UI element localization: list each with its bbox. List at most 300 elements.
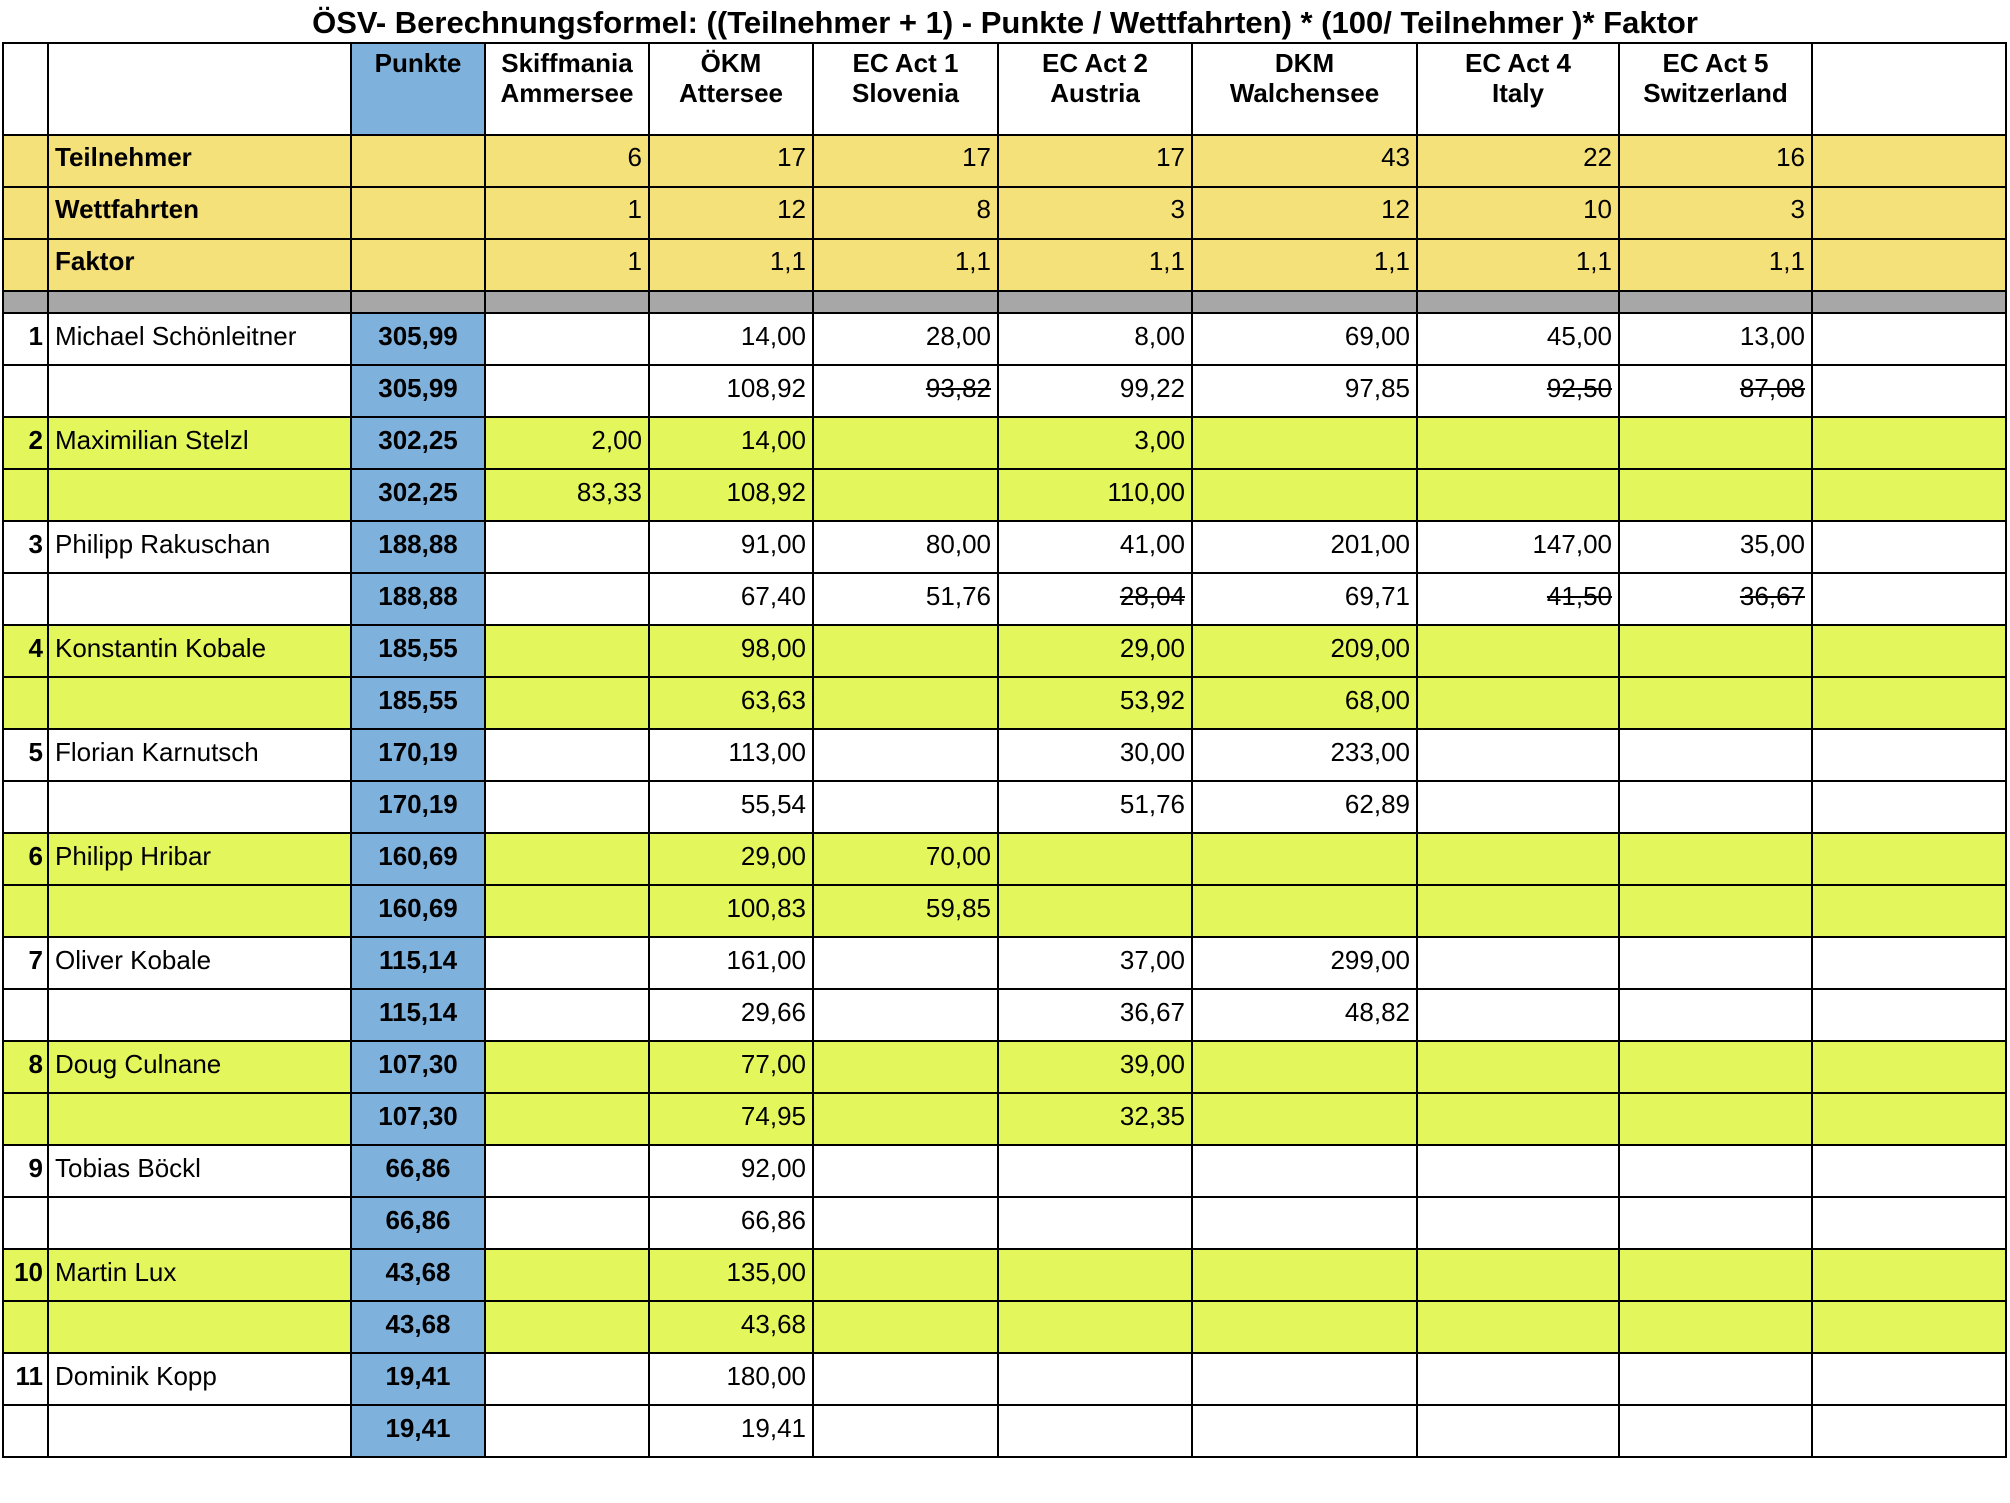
total-points: 188,88 [351,521,485,573]
calculated-score-cell [813,1197,998,1249]
raw-points-cell [1619,729,1812,781]
calculated-score-cell [1619,469,1812,521]
parameter-points-cell [351,135,485,187]
separator-cell [3,291,48,313]
header-event-cell [1417,43,1619,135]
rank-spacer-cell [3,989,48,1041]
empty-cell [1812,1405,2006,1457]
raw-points-cell [1619,1249,1812,1301]
calculated-score-cell [1619,1301,1812,1353]
raw-points-cell [1192,417,1417,469]
raw-points-cell [813,417,998,469]
rank-cell: 11 [3,1353,48,1405]
raw-points-cell: 8,00 [998,313,1192,365]
raw-points-cell [998,1353,1192,1405]
table-row [3,1353,2006,1405]
calculated-score-cell: 36,67 [1619,573,1812,625]
table-row [3,729,2006,781]
calculated-score-cell [1192,1405,1417,1457]
calculated-score-cell [1417,781,1619,833]
empty-cell [1812,729,2006,781]
calculated-score-cell [813,1093,998,1145]
calculated-score-cell [485,677,649,729]
calculated-score-cell [813,1301,998,1353]
calculated-score-cell: 67,40 [649,573,813,625]
table-row [3,521,2006,573]
total-points: 43,68 [351,1301,485,1353]
calculated-score-cell: 97,85 [1192,365,1417,417]
calculated-score-cell: 108,92 [649,365,813,417]
total-points: 185,55 [351,625,485,677]
total-points: 19,41 [351,1405,485,1457]
parameter-value: 3 [998,187,1192,239]
calculated-score-cell: 92,50 [1417,365,1619,417]
separator-cell [351,291,485,313]
calculated-score-cell [998,1301,1192,1353]
raw-points-cell: 161,00 [649,937,813,989]
raw-points-cell [1417,1249,1619,1301]
calculated-score-cell: 19,41 [649,1405,813,1457]
parameter-value: 1,1 [1619,239,1812,291]
event-name: EC Act 5 [1662,48,1769,78]
rank-cell: 3 [3,521,48,573]
parameter-value: 12 [649,187,813,239]
raw-points-cell: 13,00 [1619,313,1812,365]
table-row [3,781,2006,833]
rank-spacer-cell [3,1093,48,1145]
empty-cell [1812,937,2006,989]
raw-points-cell: 41,00 [998,521,1192,573]
calculated-score-cell [1619,989,1812,1041]
rider-name: Konstantin Kobale [48,625,351,677]
raw-points-cell [1417,625,1619,677]
table-row [3,1301,2006,1353]
calculated-score-cell: 110,00 [998,469,1192,521]
parameter-empty-cell [1812,239,2006,291]
raw-points-cell: 201,00 [1192,521,1417,573]
raw-points-cell: 91,00 [649,521,813,573]
raw-points-cell [485,1249,649,1301]
rank-spacer-cell [3,365,48,417]
parameter-empty-cell [1812,187,2006,239]
parameter-value: 1,1 [649,239,813,291]
header-event-cell [813,43,998,135]
parameter-value: 6 [485,135,649,187]
separator-cell [48,291,351,313]
header-row [3,43,2006,135]
calculated-score-cell: 68,00 [1192,677,1417,729]
calculated-score-cell: 100,83 [649,885,813,937]
parameter-row [3,187,2006,239]
parameter-value: 1,1 [1192,239,1417,291]
calculated-score-cell: 43,68 [649,1301,813,1353]
calculated-score-cell: 29,66 [649,989,813,1041]
raw-points-cell [485,1041,649,1093]
raw-points-cell [813,1145,998,1197]
calculated-score-cell [1417,677,1619,729]
raw-points-cell: 92,00 [649,1145,813,1197]
parameter-value: 17 [813,135,998,187]
event-name: Skiffmania [501,48,633,78]
rank-spacer-cell [3,573,48,625]
raw-points-cell [485,521,649,573]
raw-points-cell [1619,417,1812,469]
calculated-score-cell: 93,82 [813,365,998,417]
raw-points-cell [1417,729,1619,781]
header-event-cell [998,43,1192,135]
empty-cell [1812,1249,2006,1301]
calculated-score-cell [1417,1197,1619,1249]
parameter-label: Faktor [48,239,351,291]
total-points: 302,25 [351,469,485,521]
separator-cell [649,291,813,313]
calculated-score-cell [813,989,998,1041]
raw-points-cell [813,937,998,989]
parameter-value: 17 [649,135,813,187]
empty-cell [1812,781,2006,833]
table-row [3,833,2006,885]
calculated-score-cell [485,573,649,625]
empty-cell [1812,625,2006,677]
raw-points-cell [485,937,649,989]
raw-points-cell [998,833,1192,885]
raw-points-cell [1619,1353,1812,1405]
total-points: 185,55 [351,677,485,729]
rank-cell: 4 [3,625,48,677]
calculated-score-cell [813,677,998,729]
total-points: 115,14 [351,989,485,1041]
calculated-score-cell: 62,89 [1192,781,1417,833]
rank-cell: 2 [3,417,48,469]
separator-cell [1417,291,1619,313]
name-spacer-cell [48,989,351,1041]
raw-points-cell [813,1041,998,1093]
name-spacer-cell [48,1197,351,1249]
separator-row [3,291,2006,313]
header-empty-cell [1812,43,2006,135]
empty-cell [1812,1041,2006,1093]
raw-points-cell [1619,937,1812,989]
empty-cell [1812,469,2006,521]
calculated-score-cell: 48,82 [1192,989,1417,1041]
event-location: Austria [1050,78,1140,108]
raw-points-cell: 98,00 [649,625,813,677]
parameter-value: 1,1 [1417,239,1619,291]
parameter-value: 16 [1619,135,1812,187]
raw-points-cell [1619,1041,1812,1093]
calculated-score-cell [1192,1093,1417,1145]
event-name: DKM [1274,48,1335,78]
parameter-points-cell [351,239,485,291]
header-points-cell: Punkte [351,43,485,135]
rider-name: Philipp Hribar [48,833,351,885]
table-row [3,937,2006,989]
rank-cell: 10 [3,1249,48,1301]
empty-cell [1812,573,2006,625]
event-location: Slovenia [852,78,959,108]
calculated-score-cell [1192,1197,1417,1249]
calculated-score-cell: 66,86 [649,1197,813,1249]
calculated-score-cell: 108,92 [649,469,813,521]
parameter-label: Teilnehmer [48,135,351,187]
calculated-score-cell: 51,76 [813,573,998,625]
event-location: Attersee [678,78,784,108]
calculated-score-cell: 28,04 [998,573,1192,625]
raw-points-cell [813,729,998,781]
rank-spacer-cell [3,677,48,729]
table-row [3,1405,2006,1457]
rank-spacer-cell [3,885,48,937]
total-points: 107,30 [351,1041,485,1093]
parameter-empty-cell [1812,135,2006,187]
calculated-score-cell [1619,677,1812,729]
parameter-spacer-cell [3,135,48,187]
calculated-score-cell [485,1093,649,1145]
parameter-value: 43 [1192,135,1417,187]
separator-cell [813,291,998,313]
raw-points-cell [1619,625,1812,677]
parameter-value: 12 [1192,187,1417,239]
raw-points-cell [1192,1041,1417,1093]
raw-points-cell [1417,937,1619,989]
parameter-label: Wettfahrten [48,187,351,239]
parameter-value: 3 [1619,187,1812,239]
calculated-score-cell [813,1405,998,1457]
table-row [3,1197,2006,1249]
rider-name: Oliver Kobale [48,937,351,989]
raw-points-cell [485,625,649,677]
parameter-value: 1,1 [813,239,998,291]
raw-points-cell [1619,1145,1812,1197]
event-location: Ammersee [500,78,634,108]
raw-points-cell: 147,00 [1417,521,1619,573]
parameter-value: 17 [998,135,1192,187]
total-points: 43,68 [351,1249,485,1301]
raw-points-cell: 29,00 [998,625,1192,677]
rider-name: Michael Schönleitner [48,313,351,365]
total-points: 115,14 [351,937,485,989]
header-corner-cell [3,43,48,135]
raw-points-cell: 35,00 [1619,521,1812,573]
calculated-score-cell [998,1197,1192,1249]
raw-points-cell: 135,00 [649,1249,813,1301]
rider-name: Philipp Rakuschan [48,521,351,573]
header-name-cell [48,43,351,135]
calculated-score-cell: 87,08 [1619,365,1812,417]
raw-points-cell: 14,00 [649,417,813,469]
raw-points-cell [485,313,649,365]
header-event-cell [1619,43,1812,135]
raw-points-cell [998,1145,1192,1197]
separator-cell [998,291,1192,313]
table-row [3,1093,2006,1145]
parameter-value: 1 [485,187,649,239]
parameter-spacer-cell [3,239,48,291]
total-points: 66,86 [351,1197,485,1249]
event-name: EC Act 4 [1465,48,1571,78]
name-spacer-cell [48,365,351,417]
calculated-score-cell [1417,885,1619,937]
rank-cell: 6 [3,833,48,885]
rider-name: Martin Lux [48,1249,351,1301]
calculated-score-cell [1417,1093,1619,1145]
calculated-score-cell [998,1405,1192,1457]
empty-cell [1812,1197,2006,1249]
calculated-score-cell: 83,33 [485,469,649,521]
raw-points-cell [998,1249,1192,1301]
event-name: ÖKM [700,48,762,78]
calculated-score-cell [1417,1301,1619,1353]
calculated-score-cell: 51,76 [998,781,1192,833]
table-row [3,1145,2006,1197]
table-row [3,677,2006,729]
raw-points-cell [813,625,998,677]
event-location: Italy [1491,78,1545,108]
table-row [3,885,2006,937]
calculated-score-cell [1417,469,1619,521]
calculated-score-cell [1192,1301,1417,1353]
rank-spacer-cell [3,1301,48,1353]
raw-points-cell [1417,1353,1619,1405]
raw-points-cell: 45,00 [1417,313,1619,365]
rider-name: Florian Karnutsch [48,729,351,781]
raw-points-cell [813,1353,998,1405]
calculated-score-cell [813,469,998,521]
calculated-score-cell [485,1197,649,1249]
parameter-value: 1,1 [998,239,1192,291]
raw-points-cell [1619,833,1812,885]
raw-points-cell: 80,00 [813,521,998,573]
parameter-value: 10 [1417,187,1619,239]
table-row [3,417,2006,469]
parameter-value: 8 [813,187,998,239]
raw-points-cell [1417,417,1619,469]
raw-points-cell [1192,833,1417,885]
rider-name: Maximilian Stelzl [48,417,351,469]
total-points: 305,99 [351,365,485,417]
total-points: 107,30 [351,1093,485,1145]
rank-spacer-cell [3,469,48,521]
separator-cell [1192,291,1417,313]
calculated-score-cell [485,989,649,1041]
raw-points-cell: 39,00 [998,1041,1192,1093]
name-spacer-cell [48,677,351,729]
table-row [3,573,2006,625]
raw-points-cell [485,1145,649,1197]
parameter-spacer-cell [3,187,48,239]
empty-cell [1812,1093,2006,1145]
calculated-score-cell [998,885,1192,937]
calculated-score-cell [485,1301,649,1353]
calculated-score-cell [485,885,649,937]
calculated-score-cell [485,365,649,417]
empty-cell [1812,1145,2006,1197]
name-spacer-cell [48,885,351,937]
name-spacer-cell [48,573,351,625]
raw-points-cell [485,1353,649,1405]
calculated-score-cell [1619,1093,1812,1145]
total-points: 188,88 [351,573,485,625]
raw-points-cell [1192,1353,1417,1405]
rank-cell: 5 [3,729,48,781]
raw-points-cell [485,729,649,781]
rank-cell: 1 [3,313,48,365]
event-location: Walchensee [1229,78,1380,108]
raw-points-cell [1192,1249,1417,1301]
empty-cell [1812,417,2006,469]
table-row [3,625,2006,677]
header-event-cell [1192,43,1417,135]
calculated-score-cell [1192,469,1417,521]
empty-cell [1812,1301,2006,1353]
empty-cell [1812,521,2006,573]
raw-points-cell: 69,00 [1192,313,1417,365]
raw-points-cell [1192,1145,1417,1197]
header-event-cell [485,43,649,135]
raw-points-cell [485,833,649,885]
raw-points-cell: 299,00 [1192,937,1417,989]
separator-cell [485,291,649,313]
raw-points-cell: 180,00 [649,1353,813,1405]
separator-cell [1619,291,1812,313]
calculated-score-cell [1417,1405,1619,1457]
header-event-cell [649,43,813,135]
calculated-score-cell [1417,989,1619,1041]
calculated-score-cell [1619,1405,1812,1457]
calculated-score-cell [1619,885,1812,937]
raw-points-cell: 28,00 [813,313,998,365]
raw-points-cell: 233,00 [1192,729,1417,781]
raw-points-cell [1417,833,1619,885]
table-row [3,365,2006,417]
table-row [3,1041,2006,1093]
empty-cell [1812,885,2006,937]
calculated-score-cell [485,1405,649,1457]
calculated-score-cell: 36,67 [998,989,1192,1041]
rider-name: Dominik Kopp [48,1353,351,1405]
rank-spacer-cell [3,1405,48,1457]
rank-cell: 7 [3,937,48,989]
name-spacer-cell [48,1093,351,1145]
raw-points-cell: 77,00 [649,1041,813,1093]
table-row [3,1249,2006,1301]
calculated-score-cell [1192,885,1417,937]
raw-points-cell: 30,00 [998,729,1192,781]
raw-points-cell [813,1249,998,1301]
event-location: Switzerland [1643,78,1788,108]
raw-points-cell: 14,00 [649,313,813,365]
parameter-value: 22 [1417,135,1619,187]
raw-points-cell: 113,00 [649,729,813,781]
parameter-points-cell [351,187,485,239]
raw-points-cell [1417,1041,1619,1093]
parameter-row [3,239,2006,291]
empty-cell [1812,677,2006,729]
total-points: 305,99 [351,313,485,365]
calculated-score-cell [1619,1197,1812,1249]
table-row [3,313,2006,365]
calculated-score-cell: 74,95 [649,1093,813,1145]
raw-points-cell: 3,00 [998,417,1192,469]
parameter-row [3,135,2006,187]
name-spacer-cell [48,1301,351,1353]
empty-cell [1812,1353,2006,1405]
raw-points-cell: 29,00 [649,833,813,885]
total-points: 66,86 [351,1145,485,1197]
calculated-score-cell: 32,35 [998,1093,1192,1145]
empty-cell [1812,365,2006,417]
calculated-score-cell: 99,22 [998,365,1192,417]
